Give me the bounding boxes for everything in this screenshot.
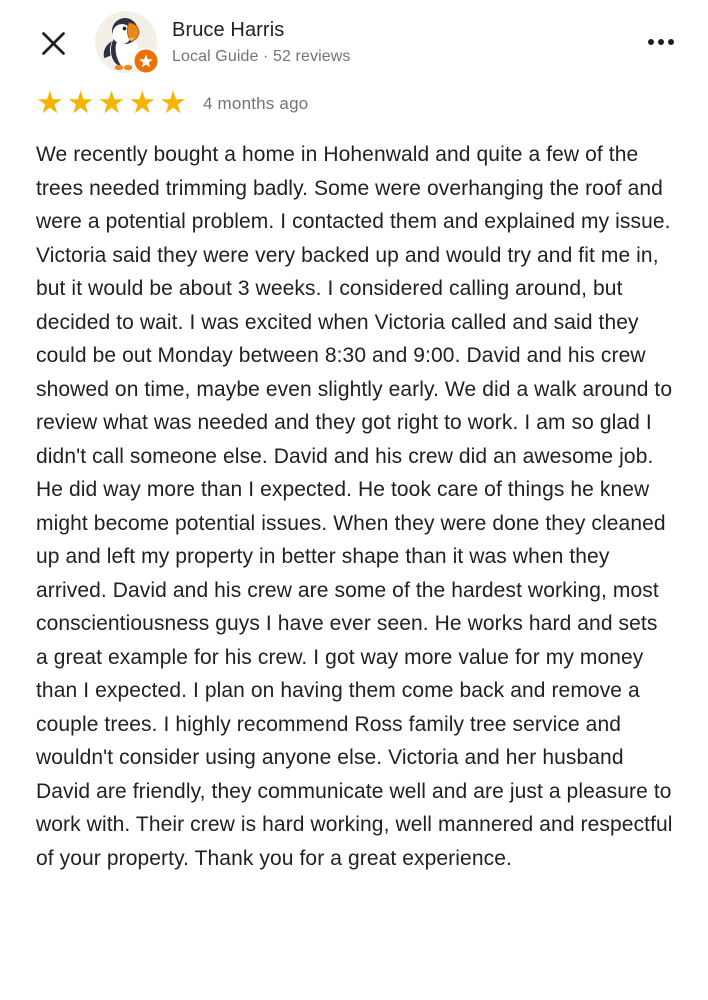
close-button[interactable]	[36, 26, 70, 60]
star-icon: ★	[97, 85, 126, 121]
review-age: 4 months ago	[202, 93, 309, 113]
rating-row	[36, 85, 672, 121]
reviewer-name: Bruce Harris	[172, 19, 285, 41]
star-icon: ★	[128, 85, 157, 121]
more-options-icon	[648, 39, 654, 45]
review-text: We recently bought a home in Hohenwald and quite a few of the trees needed trimming badly. Some were overhanging the roof and were a potential problem. I contacted them and explained my issue. Victoria said they were very backed up and would try and fit me in, but it would be about 3 weeks. I considered calling around, but decided to wait. I was excited when Victoria called and said they could be out Monday between 8:30 and 9:00. David and his crew showed on time, maybe even slightly early. We did a walk around to review what was needed and they got right to work. I am so glad I didn't call someone else. David and his crew did an awesome job. He did way more than I expected. He took care of things he knew might become potential issues. When they were done they cleaned up and left my property in better shape than it was when they arrived. David and his crew are some of the hardest working, most conscientiousness guys I have ever seen. He works hard and sets a great example for his crew. I got way more value for my money than I expected. I plan on having them come back and remove a couple trees. I highly recommend Ross family tree service and wouldn't consider using anyone else. Victoria and her husband David are friendly, they communicate well and are just a pleasure to work with. Their crew is hard working, well mannered and respectful of your property. Thank you for a great experience.	[36, 143, 673, 870]
reviewer-subtitle: Local Guide · 52 reviews	[172, 48, 351, 65]
reviewer-profile[interactable]	[94, 10, 351, 74]
local-guide-badge-icon	[132, 47, 160, 75]
more-options-button[interactable]	[644, 31, 678, 53]
star-icon: ★	[159, 85, 187, 121]
review-header	[0, 0, 708, 74]
avatar	[94, 10, 158, 74]
star-icon: ★	[66, 85, 95, 121]
star-icon: ★	[36, 85, 64, 121]
star-rating	[36, 85, 190, 121]
close-icon	[40, 30, 67, 57]
